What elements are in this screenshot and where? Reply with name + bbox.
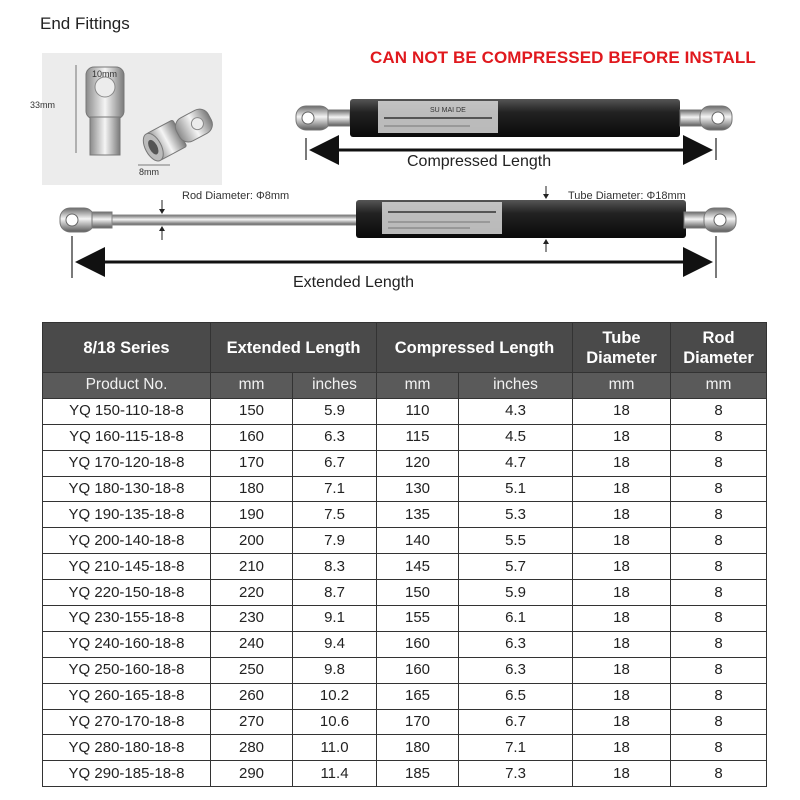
table-cell: 18 — [573, 476, 671, 502]
table-cell: YQ 190-135-18-8 — [43, 502, 211, 528]
table-cell: 8 — [671, 528, 767, 554]
table-cell: 145 — [377, 554, 459, 580]
table-cell: YQ 210-145-18-8 — [43, 554, 211, 580]
table-cell: 160 — [211, 424, 293, 450]
table-row — [43, 502, 767, 528]
table-cell: 18 — [573, 580, 671, 606]
table-cell: 150 — [377, 580, 459, 606]
series-header: 8/18 Series — [43, 323, 211, 373]
table-cell: 11.0 — [293, 735, 377, 761]
fitting-thread-dim: 8mm — [139, 167, 159, 177]
table-cell: 260 — [211, 683, 293, 709]
extended-length-label: Extended Length — [293, 274, 414, 291]
table-cell: 8 — [671, 554, 767, 580]
table-cell: 160 — [377, 657, 459, 683]
table-cell: 7.5 — [293, 502, 377, 528]
table-cell: 7.1 — [293, 476, 377, 502]
table-cell: 18 — [573, 424, 671, 450]
table-cell: 10.2 — [293, 683, 377, 709]
table-cell: 8 — [671, 761, 767, 787]
table-header-row — [43, 323, 767, 373]
table-row — [43, 450, 767, 476]
table-cell: 170 — [377, 709, 459, 735]
table-cell: 9.8 — [293, 657, 377, 683]
table-cell: 8 — [671, 580, 767, 606]
table-cell: 9.1 — [293, 606, 377, 632]
table-cell: 7.9 — [293, 528, 377, 554]
table-cell: 140 — [377, 528, 459, 554]
table-cell: 150 — [211, 398, 293, 424]
table-cell: 160 — [377, 631, 459, 657]
rod-diameter-header: Rod Diameter — [671, 323, 767, 373]
table-cell: 6.3 — [459, 631, 573, 657]
table-cell: YQ 240-160-18-8 — [43, 631, 211, 657]
brand-label: SU MAI DE — [430, 107, 466, 114]
table-row — [43, 735, 767, 761]
table-cell: 210 — [211, 554, 293, 580]
table-cell: 155 — [377, 606, 459, 632]
table-cell: 9.4 — [293, 631, 377, 657]
table-cell: 4.5 — [459, 424, 573, 450]
table-cell: 18 — [573, 554, 671, 580]
table-cell: 180 — [377, 735, 459, 761]
table-cell: YQ 290-185-18-8 — [43, 761, 211, 787]
table-cell: 18 — [573, 398, 671, 424]
table-cell: YQ 280-180-18-8 — [43, 735, 211, 761]
product-no-header: Product No. — [43, 373, 211, 399]
table-row — [43, 606, 767, 632]
compressed-length-label: Compressed Length — [407, 153, 552, 170]
table-cell: 6.3 — [293, 424, 377, 450]
tube-diameter-header: Tube Diameter — [573, 323, 671, 373]
table-row — [43, 554, 767, 580]
table-cell: 7.1 — [459, 735, 573, 761]
spec-table — [42, 322, 767, 787]
table-cell: 5.3 — [459, 502, 573, 528]
extended-length-header: Extended Length — [211, 323, 377, 373]
table-cell: 8 — [671, 735, 767, 761]
table-cell: 8 — [671, 502, 767, 528]
tube-diameter-label: Tube Diameter: Φ18mm — [568, 190, 686, 202]
table-cell: 18 — [573, 606, 671, 632]
table-row — [43, 657, 767, 683]
table-cell: 270 — [211, 709, 293, 735]
table-cell: 8 — [671, 476, 767, 502]
table-cell: 8 — [671, 683, 767, 709]
end-fittings-title: End Fittings — [40, 14, 130, 33]
table-cell: 130 — [377, 476, 459, 502]
table-cell: 5.7 — [459, 554, 573, 580]
table-cell: 135 — [377, 502, 459, 528]
fitting-hole-dim: 10mm — [92, 69, 118, 79]
table-cell: 18 — [573, 735, 671, 761]
unit-header: mm — [573, 373, 671, 399]
table-cell: 180 — [211, 476, 293, 502]
table-cell: 115 — [377, 424, 459, 450]
table-cell: YQ 230-155-18-8 — [43, 606, 211, 632]
extended-strut — [60, 200, 736, 238]
table-cell: 6.3 — [459, 657, 573, 683]
table-row — [43, 398, 767, 424]
table-cell: YQ 220-150-18-8 — [43, 580, 211, 606]
install-warning: CAN NOT BE COMPRESSED BEFORE INSTALL — [370, 48, 756, 67]
table-cell: 6.1 — [459, 606, 573, 632]
table-cell: 280 — [211, 735, 293, 761]
table-cell: 7.3 — [459, 761, 573, 787]
table-cell: 8 — [671, 631, 767, 657]
gas-strut-diagram — [0, 0, 800, 310]
table-cell: 18 — [573, 502, 671, 528]
table-cell: 185 — [377, 761, 459, 787]
table-cell: 10.6 — [293, 709, 377, 735]
unit-header: inches — [459, 373, 573, 399]
unit-header: mm — [211, 373, 293, 399]
table-cell: 8.3 — [293, 554, 377, 580]
table-row — [43, 709, 767, 735]
table-cell: 4.3 — [459, 398, 573, 424]
table-cell: 8 — [671, 398, 767, 424]
table-cell: 5.9 — [459, 580, 573, 606]
rod-diameter-label: Rod Diameter: Φ8mm — [182, 190, 290, 202]
compressed-strut — [296, 99, 732, 137]
table-cell: 120 — [377, 450, 459, 476]
table-row — [43, 580, 767, 606]
table-row — [43, 761, 767, 787]
unit-header: inches — [293, 373, 377, 399]
table-cell: YQ 160-115-18-8 — [43, 424, 211, 450]
table-row — [43, 631, 767, 657]
table-cell: YQ 200-140-18-8 — [43, 528, 211, 554]
table-cell: 18 — [573, 450, 671, 476]
fitting-height-dim: 33mm — [30, 100, 56, 110]
table-cell: 18 — [573, 657, 671, 683]
table-cell: 11.4 — [293, 761, 377, 787]
table-cell: YQ 260-165-18-8 — [43, 683, 211, 709]
table-cell: 8 — [671, 709, 767, 735]
table-cell: 18 — [573, 683, 671, 709]
table-cell: 4.7 — [459, 450, 573, 476]
compressed-length-header: Compressed Length — [377, 323, 573, 373]
table-cell: 170 — [211, 450, 293, 476]
table-cell: 8 — [671, 424, 767, 450]
table-cell: 18 — [573, 709, 671, 735]
table-cell: 5.1 — [459, 476, 573, 502]
unit-header: mm — [671, 373, 767, 399]
table-cell: 190 — [211, 502, 293, 528]
unit-header: mm — [377, 373, 459, 399]
table-cell: 18 — [573, 761, 671, 787]
table-cell: 250 — [211, 657, 293, 683]
table-cell: 18 — [573, 528, 671, 554]
table-cell: 240 — [211, 631, 293, 657]
table-row — [43, 424, 767, 450]
table-row — [43, 528, 767, 554]
table-cell: 5.9 — [293, 398, 377, 424]
table-cell: 165 — [377, 683, 459, 709]
table-cell: YQ 150-110-18-8 — [43, 398, 211, 424]
table-cell: 6.7 — [293, 450, 377, 476]
table-cell: 290 — [211, 761, 293, 787]
table-cell: 8 — [671, 450, 767, 476]
table-cell: 6.7 — [459, 709, 573, 735]
table-row — [43, 683, 767, 709]
table-cell: YQ 250-160-18-8 — [43, 657, 211, 683]
table-cell: 18 — [573, 631, 671, 657]
table-cell: 230 — [211, 606, 293, 632]
table-cell: YQ 170-120-18-8 — [43, 450, 211, 476]
table-cell: 8 — [671, 657, 767, 683]
table-subheader-row — [43, 373, 767, 399]
table-cell: 220 — [211, 580, 293, 606]
table-cell: YQ 180-130-18-8 — [43, 476, 211, 502]
table-cell: 8 — [671, 606, 767, 632]
table-cell: 5.5 — [459, 528, 573, 554]
table-cell: 200 — [211, 528, 293, 554]
table-cell: 6.5 — [459, 683, 573, 709]
table-cell: 110 — [377, 398, 459, 424]
table-cell: YQ 270-170-18-8 — [43, 709, 211, 735]
table-row — [43, 476, 767, 502]
table-cell: 8.7 — [293, 580, 377, 606]
